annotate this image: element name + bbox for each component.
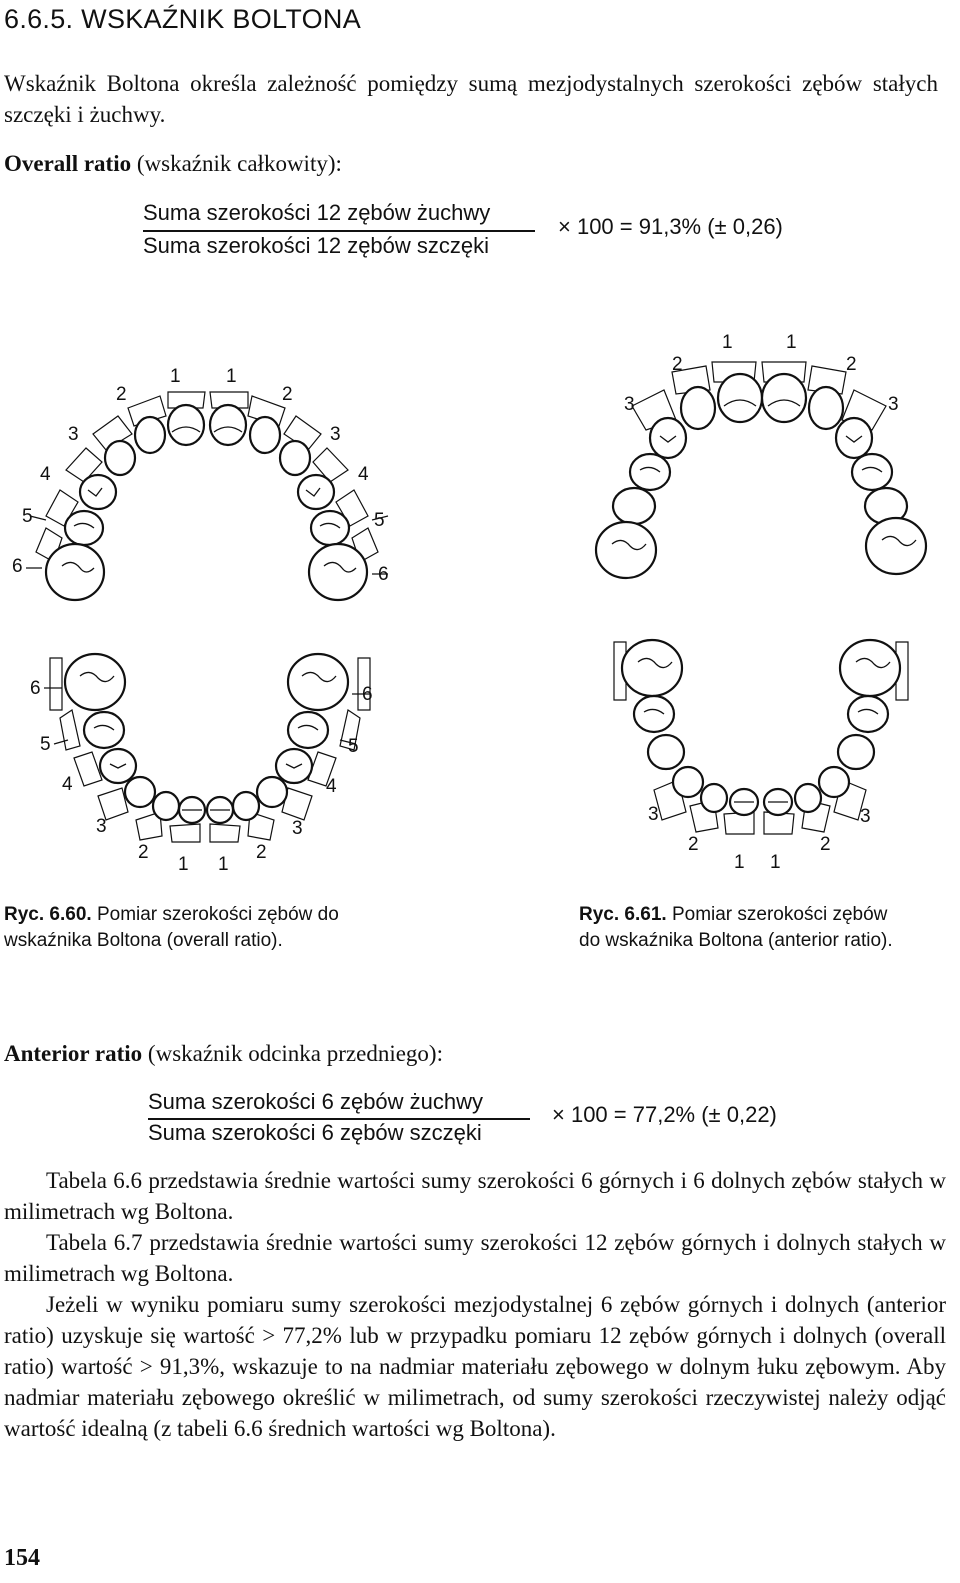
tooth-icon <box>848 696 888 732</box>
figure-caption-overall <box>4 902 339 954</box>
overall-upper-label: 2 <box>116 384 127 405</box>
tooth-icon <box>233 792 259 820</box>
paragraph: Tabela 6.6 przedstawia średnie wartości sumy szerokości 6 górnych i 6 dolnych zębów stałych w milimetrach wg Boltona. <box>4 1168 946 1224</box>
tooth-icon <box>280 441 310 475</box>
overall-ratio-bold: Overall ratio <box>4 151 132 176</box>
overall-lower-label: 2 <box>138 842 149 863</box>
section-heading: WSKAŹNIK BOLTONA <box>81 4 362 34</box>
overall-lower-label: 3 <box>96 816 107 837</box>
tooth-icon <box>648 735 684 769</box>
anterior-upper-label: 3 <box>888 394 899 415</box>
tooth-icon <box>866 518 926 574</box>
tooth-icon <box>673 767 703 797</box>
tooth-icon <box>257 777 287 807</box>
caption-text: Pomiar szerokości zębów do <box>91 904 339 925</box>
tooth-icon <box>65 511 103 545</box>
tooth-icon <box>701 784 727 812</box>
overall-lower-label: 1 <box>218 854 229 875</box>
anterior-upper-label: 1 <box>722 332 733 353</box>
anterior-denominator: Suma szerokości 6 zębów szczęki <box>148 1120 482 1145</box>
overall-lower-label: 4 <box>62 774 73 795</box>
overall-result: × 100 = 91,3% (± 0,26) <box>558 214 783 239</box>
overall-denominator: Suma szerokości 12 zębów szczęki <box>143 233 490 258</box>
overall-lower-label: 3 <box>292 818 303 839</box>
anterior-lower-label: 1 <box>734 852 745 873</box>
tooth-icon <box>168 405 204 445</box>
overall-upper-label: 3 <box>68 424 79 445</box>
overall-lower-label: 2 <box>256 842 267 863</box>
tooth-icon <box>795 784 821 812</box>
section-title <box>4 4 361 35</box>
tooth-icon <box>762 374 806 422</box>
tooth-icon <box>630 454 670 490</box>
tooth-icon <box>838 735 874 769</box>
tooth-icon <box>852 454 892 490</box>
overall-lower-label: 4 <box>326 776 337 797</box>
tooth-icon <box>105 441 135 475</box>
anterior-lower-arch <box>614 640 908 873</box>
tooth-icon <box>309 544 367 600</box>
tooth-icon <box>65 654 125 710</box>
section-number: 6.6.5. <box>4 4 74 34</box>
tooth-icon <box>650 418 686 458</box>
paragraph: Tabela 6.7 przedstawia średnie wartości sumy szerokości 12 zębów górnych i dolnych stałych w milimetrach wg Boltona. <box>4 1230 946 1286</box>
overall-ratio-label <box>4 148 342 179</box>
tooth-icon <box>311 511 349 545</box>
anterior-lower-label: 3 <box>648 804 659 825</box>
overall-lower-label: 6 <box>362 684 373 705</box>
overall-lower-label: 5 <box>40 734 51 755</box>
tooth-icon <box>613 488 655 524</box>
overall-lower-label: 1 <box>178 854 189 875</box>
tooth-icon <box>809 387 843 429</box>
overall-upper-label: 6 <box>378 564 389 585</box>
tooth-icon <box>125 777 155 807</box>
anterior-ratio-diagram <box>580 320 955 880</box>
tooth-icon <box>250 417 280 453</box>
caption-number: Ryc. 6.61. <box>579 904 667 925</box>
overall-upper-label: 2 <box>282 384 293 405</box>
caption-number: Ryc. 6.60. <box>4 904 92 925</box>
anterior-lower-label: 3 <box>860 806 871 827</box>
tooth-icon <box>288 712 328 748</box>
anterior-ratio-rest: (wskaźnik odcinka przedniego): <box>142 1041 443 1066</box>
tooth-icon <box>276 749 312 783</box>
anterior-upper-label: 2 <box>672 354 683 375</box>
overall-upper-label: 6 <box>12 556 23 577</box>
overall-lower-label: 5 <box>348 736 359 757</box>
overall-upper-label: 1 <box>226 366 237 387</box>
tooth-icon <box>288 654 348 710</box>
tooth-icon <box>634 696 674 732</box>
overall-lower-label: 6 <box>30 678 41 699</box>
tooth-icon <box>100 749 136 783</box>
tooth-icon <box>836 418 872 458</box>
tooth-icon <box>80 475 116 509</box>
anterior-lower-label: 2 <box>688 834 699 855</box>
overall-upper-label: 5 <box>22 506 33 527</box>
anterior-ratio-bold: Anterior ratio <box>4 1041 143 1066</box>
overall-upper-label: 5 <box>374 510 385 531</box>
tooth-icon <box>210 405 246 445</box>
anterior-upper-label: 1 <box>786 332 797 353</box>
body-text <box>4 1165 946 1444</box>
page-number: 154 <box>4 1545 40 1571</box>
caption-text: do wskaźnika Boltona (anterior ratio). <box>579 930 893 951</box>
tooth-icon <box>84 712 124 748</box>
overall-ratio-diagram <box>0 330 440 890</box>
anterior-upper-label: 2 <box>846 354 857 375</box>
tooth-icon <box>718 374 762 422</box>
overall-upper-label: 4 <box>40 464 51 485</box>
tooth-icon <box>840 640 900 696</box>
figure-caption-anterior <box>579 902 893 954</box>
overall-lower-arch <box>30 654 373 875</box>
anterior-ratio-label <box>4 1038 443 1069</box>
overall-upper-arch <box>12 366 389 600</box>
anterior-upper-label: 3 <box>624 394 635 415</box>
intro-paragraph: Wskaźnik Boltona określa zależność pomiędzy sumą mezjodystalnych szerokości zębów stałych szczęki i żuchwy. <box>4 71 938 127</box>
overall-upper-label: 3 <box>330 424 341 445</box>
tooth-icon <box>298 475 334 509</box>
anterior-upper-arch <box>596 332 926 578</box>
overall-ratio-rest: (wskaźnik całkowity): <box>131 151 342 176</box>
paragraph: Jeżeli w wyniku pomiaru sumy szerokości mezjodystalnej 6 zębów górnych i dolnych (anterior ratio) uzyskuje się wartość > 77,2% lub w przypadku pomiaru 12 zębów górnych i dolnych (overall ratio) wartość > 91,3%, wskazuje to na nadmiar materiału zębowego w dolnym łuku zębowym. Aby nadmiar materiału zębowego określić w milimetrach, od sumy szerokości rzeczywistej należy odjąć wartość idealną (z tabeli 6.6 średnich wartości wg Boltona). <box>4 1292 946 1441</box>
tooth-icon <box>135 417 165 453</box>
tooth-icon <box>622 640 682 696</box>
anterior-lower-label: 1 <box>770 852 781 873</box>
anterior-lower-label: 2 <box>820 834 831 855</box>
tooth-icon <box>681 387 715 429</box>
overall-numerator: Suma szerokości 12 zębów żuchwy <box>143 200 491 225</box>
tooth-icon <box>46 544 104 600</box>
caption-text: Pomiar szerokości zębów <box>666 904 888 925</box>
tooth-icon <box>819 767 849 797</box>
tooth-icon <box>596 522 656 578</box>
overall-upper-label: 4 <box>358 464 369 485</box>
anterior-numerator: Suma szerokości 6 zębów żuchwy <box>148 1089 484 1114</box>
overall-fraction-bar <box>143 230 535 232</box>
caption-text: wskaźnika Boltona (overall ratio). <box>4 930 283 951</box>
overall-upper-label: 1 <box>170 366 181 387</box>
anterior-result: × 100 = 77,2% (± 0,22) <box>552 1102 777 1127</box>
tooth-icon <box>153 792 179 820</box>
